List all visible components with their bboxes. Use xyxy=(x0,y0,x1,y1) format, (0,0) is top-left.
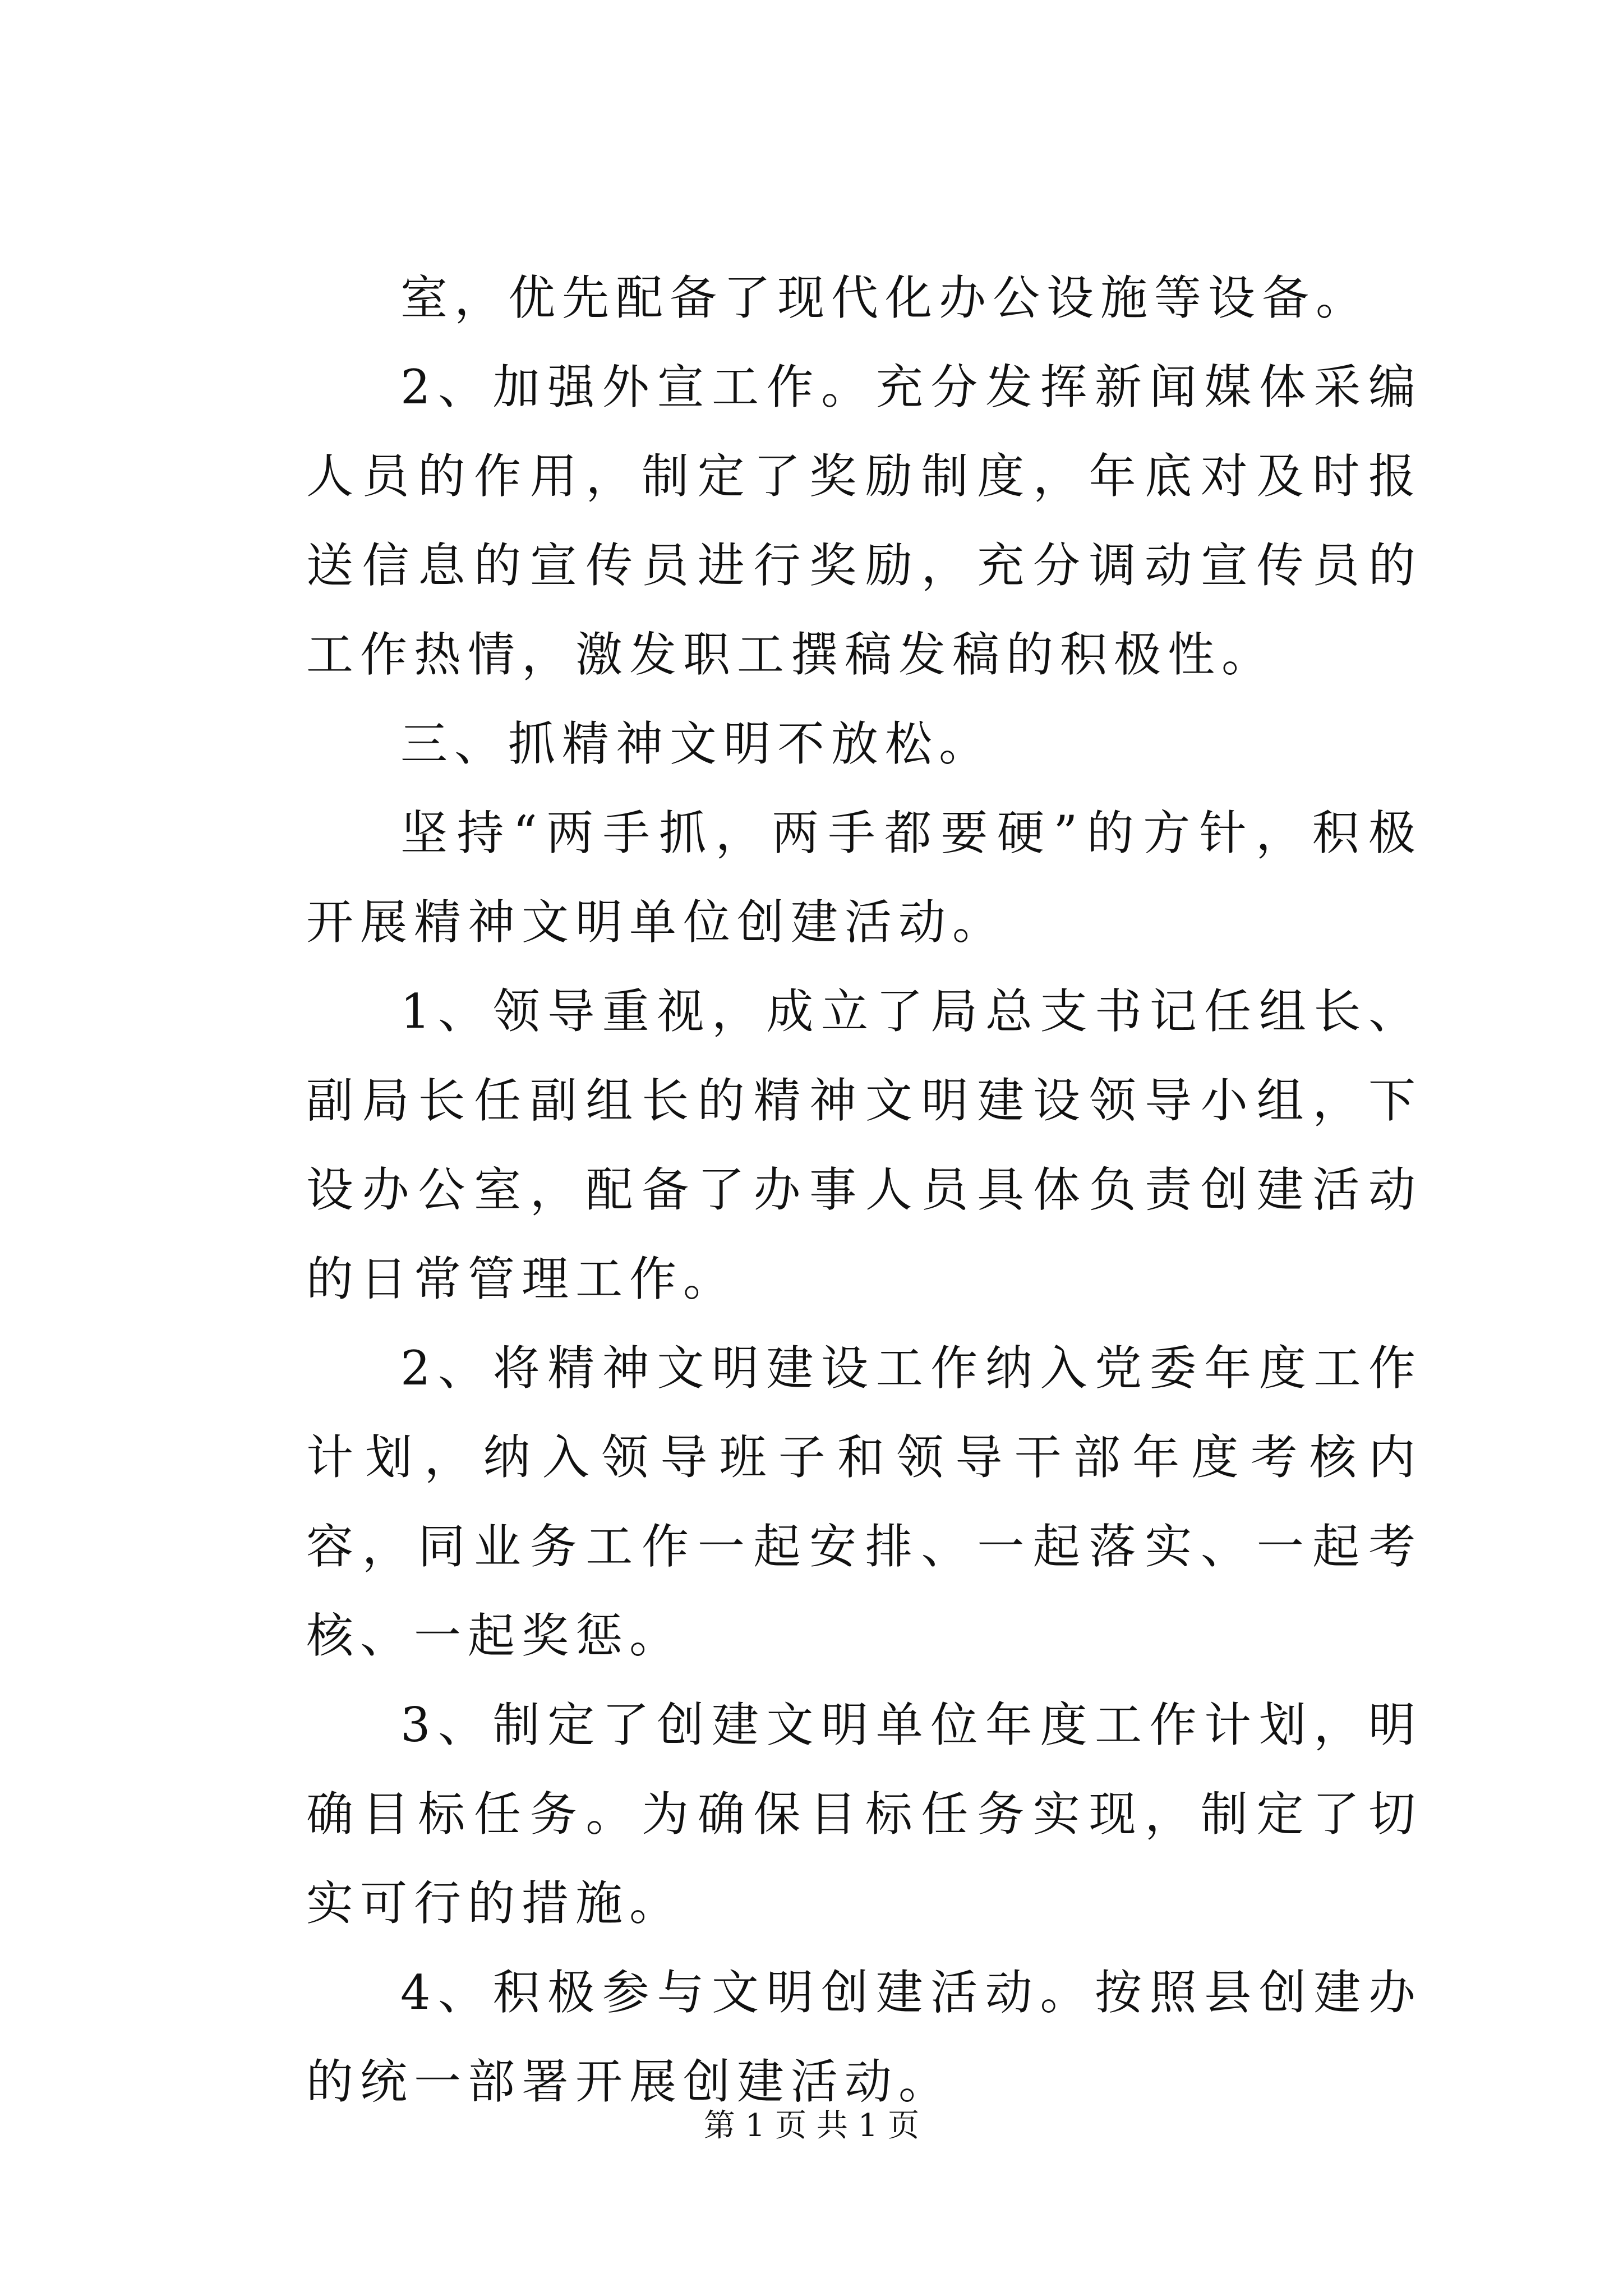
paragraph-continuation: 室，优先配备了现代化办公设施等设备。 xyxy=(400,270,1370,325)
paragraph-item-4: 4、积极参与文明创建活动。按照县创建办的统一部署开展创建活动。 xyxy=(306,1965,1422,2109)
paragraph-publicity: 2、加强外宣工作。充分发挥新闻媒体采编人员的作用，制定了奖励制度，年底对及时报送信息的宣传员进行奖励，充分调动宣传员的工作热情，激发职工撰稿发稿的积极性。 xyxy=(306,360,1422,682)
section-heading-spiritual-civilization: 三、抓精神文明不放松。 xyxy=(400,716,993,771)
paragraph-item-1: 1、领导重视，成立了局总支书记任组长、副局长任副组长的精神文明建设领导小组，下设办公室，配备了办事人员具体负责创建活动的日常管理工作。 xyxy=(306,984,1422,1306)
paragraph-policy: 坚持“两手抓，两手都要硬”的方针，积极开展精神文明单位创建活动。 xyxy=(306,806,1422,950)
page-footer: 第 1 页 共 1 页 xyxy=(703,2108,920,2144)
paragraph-item-2: 2、将精神文明建设工作纳入党委年度工作计划，纳入领导班子和领导干部年度考核内容，同业务工作一起安排、一起落实、一起考核、一起奖惩。 xyxy=(306,1341,1422,1663)
paragraph-item-3: 3、制定了创建文明单位年度工作计划，明确目标任务。为确保目标任务实现，制定了切实可行的措施。 xyxy=(306,1697,1422,1931)
document-body xyxy=(306,254,1422,2127)
